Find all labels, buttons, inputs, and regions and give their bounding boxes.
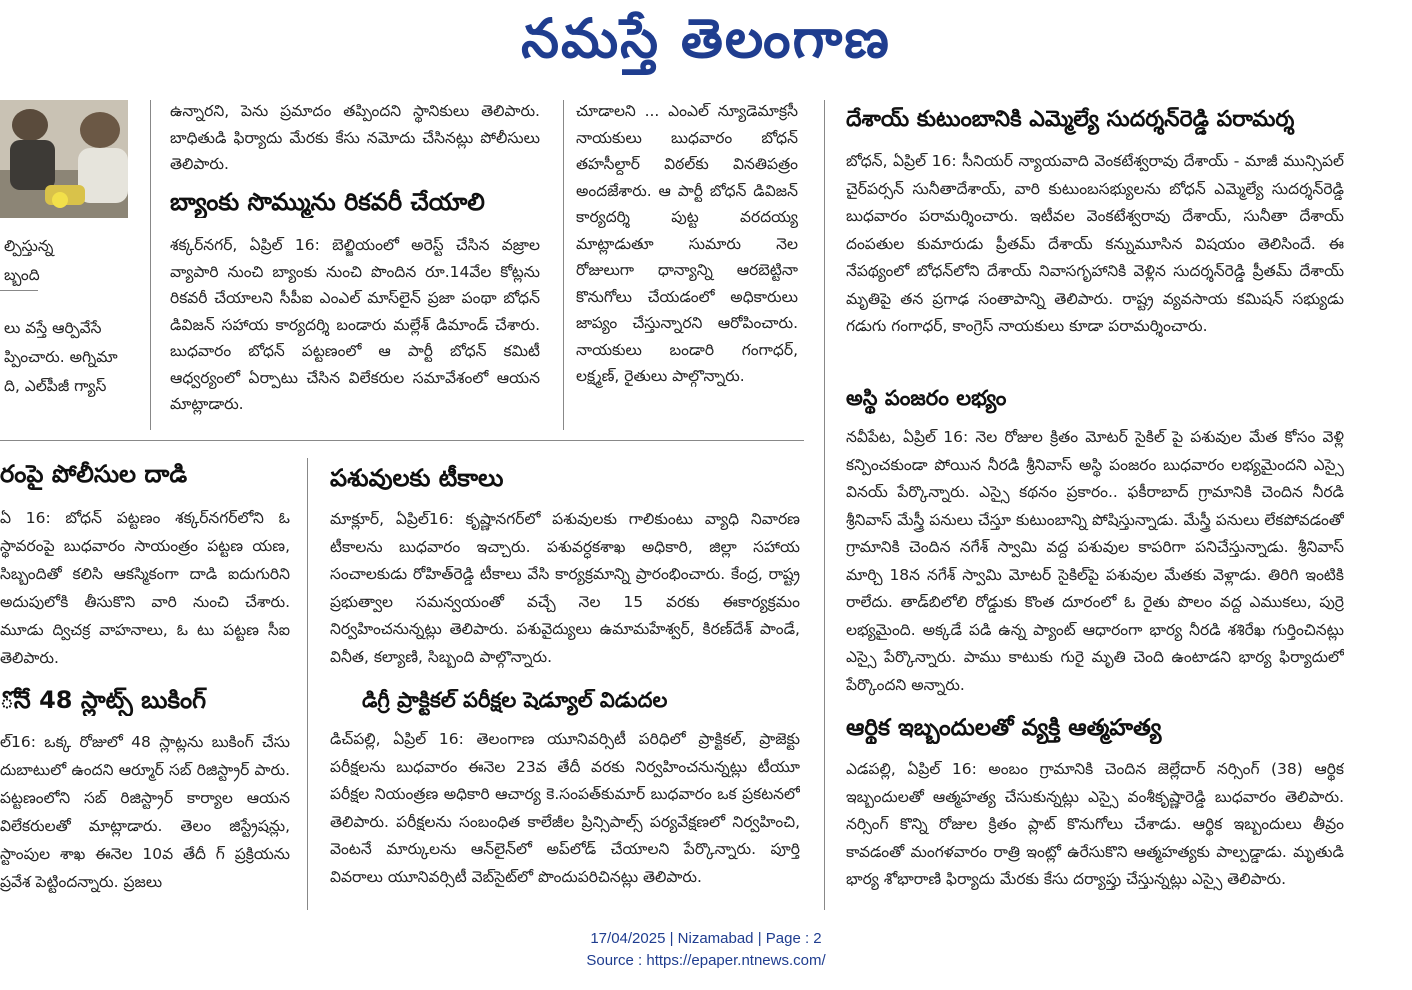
- news-photo: [0, 100, 128, 218]
- col1-line-5: ది, ఎల్‌పీజీ గ్యాస్: [4, 377, 107, 395]
- col1-line-1: ల్పిస్తున్న: [4, 237, 54, 255]
- column-rule-2: [563, 100, 564, 430]
- col1-divider: [0, 290, 38, 291]
- col2-intro-text: ఉన్నారని, పెను ప్రమాదం తప్పిందని స్థానికులు తెలిపారు. బాధితుడి ఫిర్యాదు మేరకు కేసు నమోదు చేసినట్లు పోలీసులు తెలిపారు.: [170, 102, 540, 173]
- article-cattle-vaccine: మాక్లూర్, ఏప్రిల్‌16: కృష్ణానగర్‌లో పశువులకు గాలికుంటు వ్యాధి నివారణ టీకాలను బుధవారం ఇచ్చారు. పశువర్ధకశాఖ అధికారి, జిల్లా సహాయ సంచాలకుడు రోహిత్‌రెడ్డి టీకాలు వేసి కార్యక్రమాన్ని ప్రారంభించారు. కేంద్ర, రాష్ట్ర ప్రభుత్వాల సమన్వయంతో వచ్చే నెల 15 వరకు ఈకార్యక్రమం నిర్వహించనున్నట్లు తెలిపారు. పశువైద్యులు ఉమామహేశ్వర్, కిరణ్‌దేశ్‌ పాండే, వినీత, కల్యాణి, సిబ్బంది పాల్గొన్నారు.: [330, 510, 800, 666]
- column-rule-1: [150, 100, 151, 430]
- masthead-title: నమస్తే తెలంగాణ: [521, 6, 891, 70]
- section-divider: [0, 440, 804, 441]
- headline-cattle-vaccine: పశువులకు టీకాలు: [330, 464, 504, 492]
- headline-desai-condolence: దేశాయ్‌ కుటుంబానికి ఎమ్మెల్యే సుదర్శన్‌రెడ్డి పరామర్శ: [846, 107, 1295, 132]
- footer-source-link[interactable]: Source : https://epaper.ntnews.com/: [586, 952, 826, 969]
- column-rule-3: [824, 100, 825, 910]
- article-police-raid: ఏ 16: బోధన్‌ పట్టణం శక్కర్‌నగర్‌లోని ఓ స్థావరంపై బుధవారం సాయంత్రం పట్టణ యణ, సిబ్బందితో కలిసి ఆకస్మికంగా దాడి ఐదుగురిని అదుపులోకి తీసుకొని వారి నుంచి చేశారు. మూడు ద్విచక్ర వాహనాలు, ఓ టు పట్టణ సీఐ తెలిపారు.: [0, 509, 290, 667]
- article-degree-practicals: డిచ్‌పల్లి, ఏప్రిల్‌ 16: తెలంగాణ యూనివర్సిటీ పరిధిలో ప్రాక్టికల్, ప్రాజెక్టు పరీక్షలను బుధవారం ఈనెల 23వ తేదీ వరకు నిర్వహించనున్నట్లు టీయూ పరీక్షల నియంత్రణ అధికారి ఆచార్య కె.సంపత్‌కుమార్‌ బుధవారం ఒక ప్రకటనలో తెలిపారు. పరీక్షలను సంబంధిత కాలేజీల ప్రిన్సిపాల్స్‌ పర్యవేక్షణలో నిర్వహించి, వెంటనే మార్కులను ఆన్‌లైన్‌లో అప్‌లోడ్‌ చేయాలని పేర్కొన్నారు. పూర్తి వివరాలు యూనివర్సిటీ వెబ్‌సైట్‌లో పొందుపరిచినట్లు తెలిపారు.: [330, 730, 800, 886]
- headline-bank-recovery: బ్యాంకు సొమ్మును రికవరీ చేయాలి: [170, 188, 485, 216]
- article-skeleton-found: నవీపేట, ఏప్రిల్‌ 16: నెల రోజుల క్రితం మోటర్‌ సైకిల్‌ పై పశువుల మేత కోసం వెళ్లి కన్పించకుండా పోయిన నీరడి శ్రీనివాస్‌ అస్థి పంజరం బుధవారం లభ్యమైందని ఎస్సై వినయ్‌ పేర్కొన్నారు. ఎస్సై కథనం ప్రకారం.. ఫకీరాబాద్‌ గ్రామానికి చెందిన నీరడి శ్రీనివాస్‌ మేస్త్రీ పనులు చేస్తూ కుటుంబాన్ని పోషిస్తున్నాడు. మేస్త్రీ పనులు లేకపోవడంతో గ్రామానికి చెందిన నగేశ్‌ స్వామి వద్ద పశువుల కాపరిగా పనిచేస్తున్నాడు. శ్రీనివాస్‌ మార్చి 18న నగేశ్‌ స్వామి మోటర్‌ సైకిల్‌పై పశువుల మేతకు వెళ్లాడు. తిరిగి ఇంటికి రాలేదు. తాడ్‌బిలోలి రోడ్డుకు కొంత దూరంలో ఓ రైతు పొలం వద్ద ఎముకలు, పుర్రె లభ్యమైంది. అక్కడే పడి ఉన్న ప్యాంట్‌ ఆధారంగా భార్య నీరడి శశిరేఖ గుర్తించినట్లు ఎస్సై పేర్కొన్నారు. పాము కాటుకు గురై మృతి చెంది ఉంటాడని భార్య ఫిర్యాదులో పేర్కొందని అన్నారు.: [846, 428, 1344, 694]
- article-slot-booking: ల్‌16: ఒక్క రోజులో 48 స్లాట్లను బుకింగ్‌ చేసు దుబాటులో ఉందని ఆర్మూర్‌ సబ్‌ రిజిస్ట్రార్‌ పారు. పట్టణంలోని సబ్‌ రిజిస్ట్రార్‌ కార్యాల ఆయన విలేకరులతో మాట్లాడారు. తెలం జిస్ట్రేషన్లు, స్టాంపుల శాఖ ఈనెల 10వ తేదీ గ్‌ ప్రక్రియను ప్రవేశ పెట్టిందన్నారు. ప్రజలు: [0, 733, 290, 891]
- headline-slot-booking: ోనే 48 స్లాట్స్‌ బుకింగ్‌: [0, 686, 207, 714]
- headline-degree-practicals: డిగ్రీ ప్రాక్టికల్‌ పరీక్షల షెడ్యూల్‌ విడుదల: [362, 688, 668, 712]
- col1-top-fragment-2: [4, 314, 138, 406]
- headline-financial-suicide: ఆర్థిక ఇబ్బందులతో వ్యక్తి ఆత్మహత్య: [846, 715, 1162, 741]
- col1-line-2: బ్బంది: [4, 266, 40, 284]
- col1-top-fragment: [4, 232, 122, 294]
- headline-police-raid: రంపై పోలీసుల దాడి: [0, 460, 188, 488]
- news-photo-image: [0, 100, 128, 218]
- col1-line-4: ప్పించారు. అగ్నిమా: [4, 348, 118, 366]
- article-financial-suicide: ఎడపల్లి, ఏప్రిల్‌ 16: అంబం గ్రామానికి చెందిన జెల్లేదార్‌ నర్సింగ్‌ (38) ఆర్థిక ఇబ్బందులతో ఆత్మహత్య చేసుకున్నట్లు ఎస్సై వంశీకృష్ణారెడ్డి బుధవారం తెలిపారు. నర్సింగ్‌ కొన్ని రోజుల క్రితం ప్లాట్‌ కొనుగోలు చేశాడు. ఆర్థిక ఇబ్బందులు తీవ్రం కావడంతో మంగళవారం రాత్రి ఇంట్లో ఉరేసుకొని ఆత్మహత్యకు పాల్పడ్డాడు. మృతుడి భార్య శోభారాణి ఫిర్యాదు మేరకు కేసు దర్యాప్తు చేస్తున్నట్లు ఎస్సై తెలిపారు.: [846, 760, 1344, 888]
- article-grain-procurement: చూడాలని ... ఎంఎల్‌ న్యూడెమాక్రసీ నాయకులు బుధవారం బోధన్‌ తహసీల్దార్‌ విఠల్‌కు వినతిపత్రం అందజేశారు. ఆ పార్టీ బోధన్‌ డివిజన్‌ కార్యదర్శి పుట్ట వరదయ్య మాట్లాడుతూ సుమారు నెల రోజులుగా ధాన్యాన్ని ఆరబెట్టినా కొనుగోలు చేయడంలో అధికారులు జాప్యం చేస్తున్నారని ఆరోపించారు. నాయకులు బండారి గంగాధర్, లక్ష్మణ్, రైతులు పాల్గొన్నారు.: [576, 102, 798, 385]
- col1-line-3: లు వస్తే ఆర్పివేసే: [4, 319, 102, 337]
- column-rule-4: [307, 458, 308, 910]
- article-desai-condolence: బోధన్, ఏప్రిల్‌ 16: సీనియర్‌ న్యాయవాది వెంకటేశ్వరావు దేశాయ్‌ - మాజీ మున్సిపల్‌ చైర్‌పర్సన్‌ సునీతాదేశాయ్, వారి కుటుంబసభ్యులను బోధన్‌ ఎమ్మెల్యే సుదర్శన్‌రెడ్డి బుధవారం పరామర్శించారు. ఇటీవల వెంకటేశ్వరావు దేశాయ్, సునీతా దేశాయ్‌ దంపతుల కుమారుడు ప్రీతమ్‌ దేశాయ్‌ కన్నుమూసిన విషయం తెలిసిందే. ఈ నేపథ్యంలో బోధన్‌లోని దేశాయ్‌ నివాసగృహానికి వెళ్లిన సుదర్శన్‌రెడ్డి ప్రీతమ్‌ దేశాయ్‌ మృతిపై తన ప్రగాఢ సంతాపాన్ని తెలిపారు. రాష్ట్ర వ్యవసాయ కమిషన్‌ సభ్యుడు గడుగు గంగాధర్, కాంగ్రెస్‌ నాయకులు కూడా పరామర్శించారు.: [846, 152, 1344, 335]
- headline-skeleton-found: అస్థి పంజరం లభ్యం: [846, 386, 1007, 410]
- article-bank-recovery: శక్కర్‌నగర్, ఏప్రిల్‌ 16: బెల్జియంలో అరెస్ట్‌ చేసిన వజ్రాల వ్యాపారి నుంచి బ్యాంకు నుంచి పొందిన రూ.14వేల కోట్లను రికవరీ చేయాలని సీపీఐ ఎంఎల్‌ మాస్‌లైన్‌ ప్రజా పంథా బోధన్‌ డివిజన్‌ సహాయ కార్యదర్శి బండారు మల్లేశ్‌ డిమాండ్‌ చేశారు. బుధవారం బోధన్‌ పట్టణంలో ఆ పార్టీ బోధన్‌ కమిటీ ఆధ్వర్యంలో ఏర్పాటు చేసిన విలేకరుల సమావేశంలో ఆయన మాట్లాడారు.: [170, 236, 540, 413]
- footer-date-edition: 17/04/2025 | Nizamabad | Page : 2: [590, 930, 822, 947]
